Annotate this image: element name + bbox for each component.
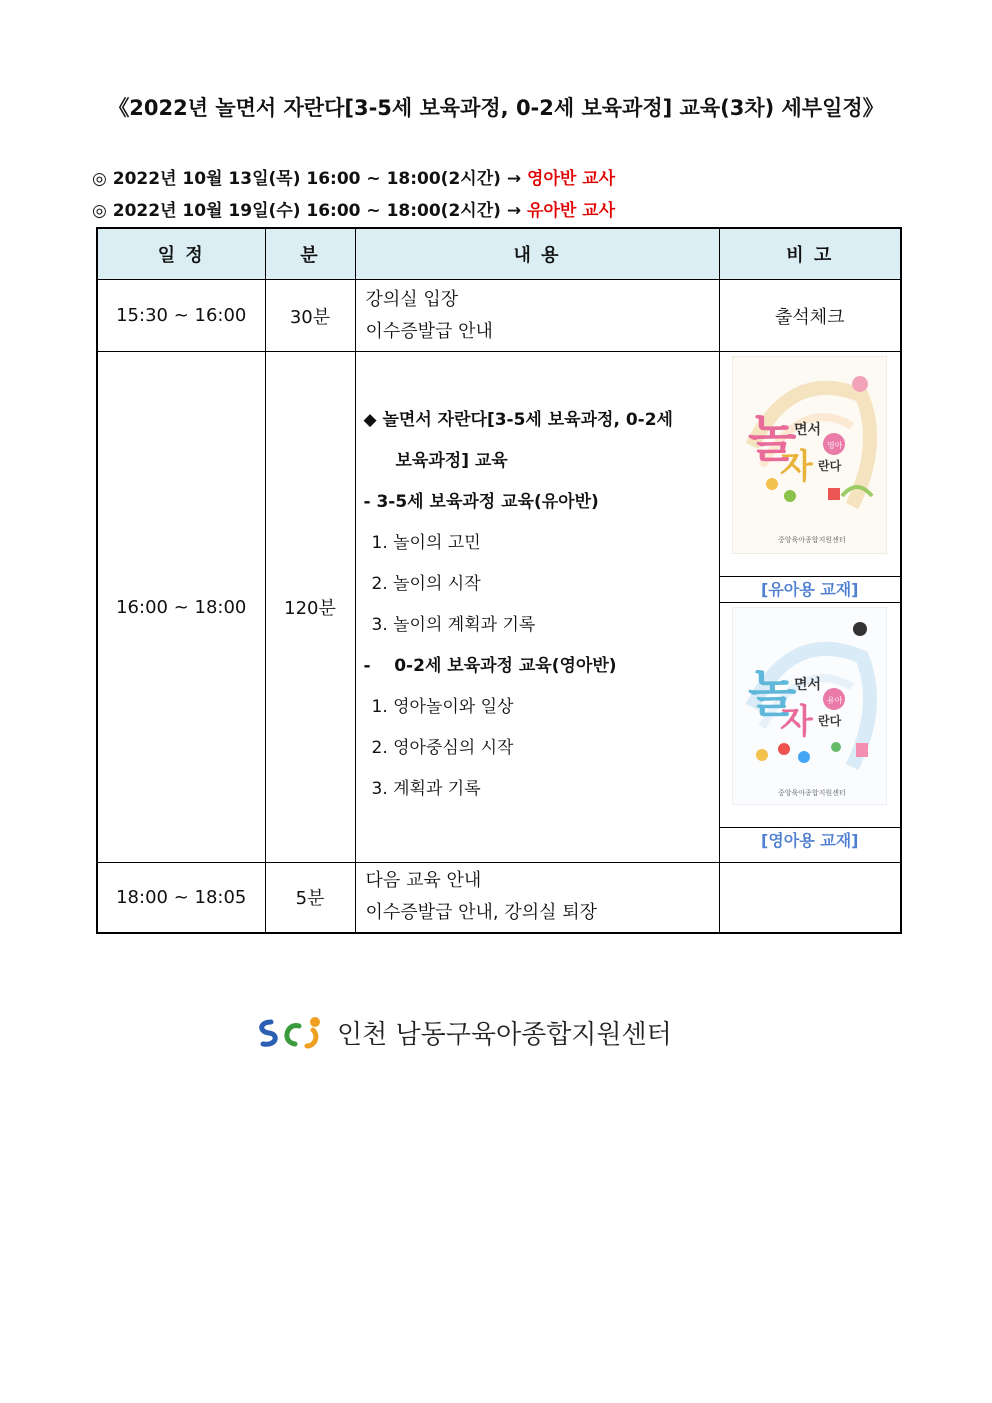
book-badge: 유아 <box>826 696 842 705</box>
list-item: 2. 놀이의 시작 <box>371 574 481 594</box>
book-title-small: 면서 <box>793 677 821 693</box>
table-row <box>97 352 901 863</box>
content-heading: ◆ 놀면서 자란다[3-5세 보육과정, 0-2세 <box>363 410 673 430</box>
cell-minutes: 30분 <box>265 280 355 352</box>
book-cover-infant <box>720 603 901 828</box>
content-line: 강의실 입장 <box>365 288 459 310</box>
table-row <box>97 863 901 933</box>
schedule-line-2 <box>92 196 615 221</box>
list-item: 3. 계획과 기록 <box>371 779 481 799</box>
schedule-target: 영아반 교사 <box>526 169 616 189</box>
book-title-big: 놀 <box>747 410 796 468</box>
book-title-small: 면서 <box>793 422 821 438</box>
book-cover-image <box>732 607 887 805</box>
cell-time: 18:00 ~ 18:05 <box>97 863 265 933</box>
org-name: 인천 남동구육아종합지원센터 <box>337 1019 672 1050</box>
book-cover-child <box>720 352 901 577</box>
table-header-row <box>97 228 901 280</box>
footer <box>255 1012 672 1052</box>
schedule-text: 2022년 10월 13일(목) 16:00 ~ 18:00(2시간) → <box>112 169 522 189</box>
book-publisher: 중앙육아종합지원센터 <box>777 536 846 544</box>
page-title: 《2022년 놀면서 자란다[3-5세 보육과정, 0-2세 보육과정] 교육(3차) 세부일정》 <box>108 96 884 120</box>
book-title-big: 놀 <box>747 665 796 723</box>
list-item: 3. 놀이의 계획과 기록 <box>371 615 536 635</box>
cell-minutes: 5분 <box>265 863 355 933</box>
book-label-child: [유아용 교재] <box>720 577 901 603</box>
book-cover-image <box>732 356 887 554</box>
schedule-text: 2022년 10월 19일(수) 16:00 ~ 18:00(2시간) → <box>112 201 522 221</box>
cell-time: 16:00 ~ 18:00 <box>97 352 265 863</box>
schedule-symbol: ◎ <box>92 201 107 221</box>
cell-minutes: 120분 <box>265 352 355 863</box>
cell-content <box>355 863 719 933</box>
schedule-target: 유아반 교사 <box>526 201 616 221</box>
cell-note <box>719 863 901 933</box>
header-minutes: 분 <box>265 228 355 280</box>
table-row <box>97 280 901 352</box>
cell-content <box>355 280 719 352</box>
cell-content <box>355 352 719 863</box>
content-heading-cont: 보육과정] 교육 <box>395 451 508 471</box>
list-item: 1. 영아놀이와 일상 <box>371 697 514 717</box>
book-title-big2: 자 <box>779 447 813 487</box>
schedule-line-1 <box>92 164 615 189</box>
content-line: 이수증발급 안내, 강의실 퇴장 <box>365 902 598 924</box>
book-publisher: 중앙육아종합지원센터 <box>777 789 846 797</box>
header-note: 비 고 <box>719 228 901 280</box>
book-title-small2: 란다 <box>817 459 841 473</box>
cell-note: 출석체크 <box>719 280 901 352</box>
book-title-big2: 자 <box>779 702 813 742</box>
content-line: 다음 교육 안내 <box>365 870 482 892</box>
schedule-table <box>96 227 902 934</box>
schedule-symbol: ◎ <box>92 169 107 189</box>
cell-note <box>719 352 901 863</box>
header-content: 내 용 <box>355 228 719 280</box>
section-title: - 0-2세 보육과정 교육(영아반) <box>363 656 617 676</box>
list-item: 2. 영아중심의 시작 <box>371 738 514 758</box>
list-item: 1. 놀이의 고민 <box>371 533 481 553</box>
cell-time: 15:30 ~ 16:00 <box>97 280 265 352</box>
content-line: 이수증발급 안내 <box>365 320 493 342</box>
center-logo-icon <box>255 1014 327 1050</box>
book-badge: 영아 <box>826 441 842 450</box>
book-title-small2: 란다 <box>817 714 841 728</box>
section-title: - 3-5세 보육과정 교육(유아반) <box>363 492 599 512</box>
header-schedule: 일 정 <box>97 228 265 280</box>
book-label-infant: [영아용 교재] <box>761 831 859 850</box>
